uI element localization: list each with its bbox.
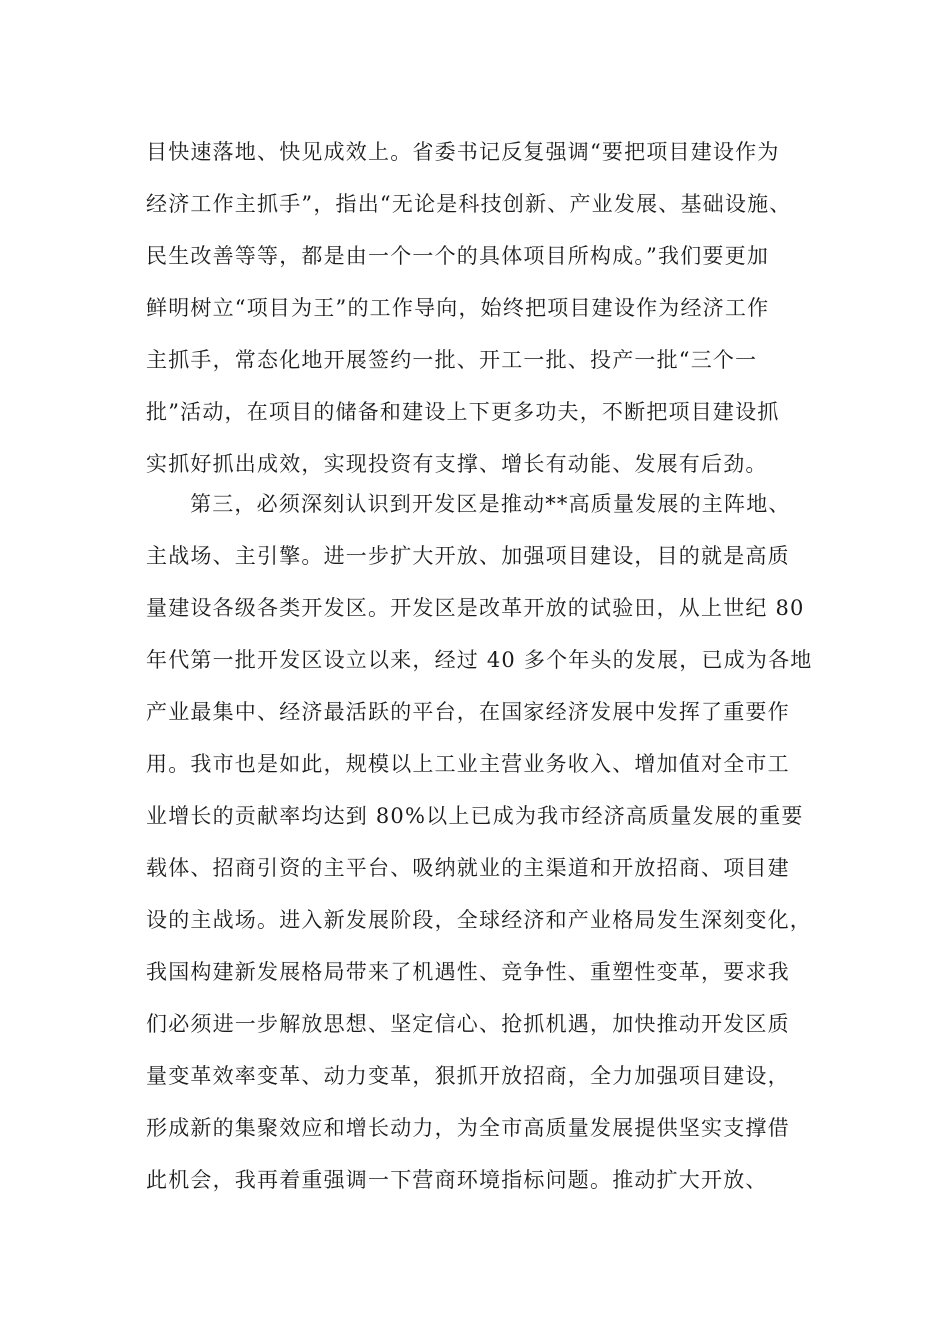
text-line: 载体、招商引资的主平台、吸纳就业的主渠道和开放招商、项目建 — [146, 856, 790, 880]
text-line: 年代第一批开发区设立以来，经过 40 多个年头的发展，已成为各地 — [146, 648, 813, 672]
text-line: 主战场、主引擎。进一步扩大开放、加强项目建设，目的就是高质 — [146, 544, 790, 568]
text-line: 目快速落地、快见成效上。省委书记反复强调“要把项目建设作为 — [146, 140, 780, 164]
text-line: 实抓好抓出成效，实现投资有支撑、增长有动能、发展有后劲。 — [146, 452, 768, 476]
text-line: 量建设各级各类开发区。开发区是改革开放的试验田，从上世纪 80 — [146, 596, 805, 620]
text-line: 民生改善等等，都是由一个一个的具体项目所构成。”我们要更加 — [146, 244, 770, 268]
text-line: 业增长的贡献率均达到 80%以上已成为我市经济高质量发展的重要 — [146, 804, 804, 828]
text-line: 产业最集中、经济最活跃的平台，在国家经济发展中发挥了重要作 — [146, 700, 790, 724]
text-line: 鲜明树立“项目为王”的工作导向，始终把项目建设作为经济工作 — [146, 296, 770, 320]
text-line: 量变革效率变革、动力变革，狠抓开放招商，全力加强项目建设， — [146, 1064, 790, 1088]
text-line: 此机会，我再着重强调一下营商环境指标问题。推动扩大开放、 — [146, 1168, 768, 1192]
text-line: 形成新的集聚效应和增长动力，为全市高质量发展提供坚实支撑借 — [146, 1116, 790, 1140]
text-line: 们必须进一步解放思想、坚定信心、抢抓机遇，加快推动开发区质 — [146, 1012, 790, 1036]
text-line: 经济工作主抓手”，指出“无论是科技创新、产业发展、基础设施、 — [146, 192, 792, 216]
text-line: 第三，必须深刻认识到开发区是推动**高质量发展的主阵地、 — [190, 492, 791, 516]
text-line: 我国构建新发展格局带来了机遇性、竞争性、重塑性变革，要求我 — [146, 960, 790, 984]
text-line: 设的主战场。进入新发展阶段，全球经济和产业格局发生深刻变化， — [146, 908, 812, 932]
text-line: 主抓手，常态化地开展签约一批、开工一批、投产一批“三个一 — [146, 348, 758, 372]
text-line: 批”活动，在项目的储备和建设上下更多功夫，不断把项目建设抓 — [146, 400, 780, 424]
text-line: 用。我市也是如此，规模以上工业主营业务收入、增加值对全市工 — [146, 752, 790, 776]
